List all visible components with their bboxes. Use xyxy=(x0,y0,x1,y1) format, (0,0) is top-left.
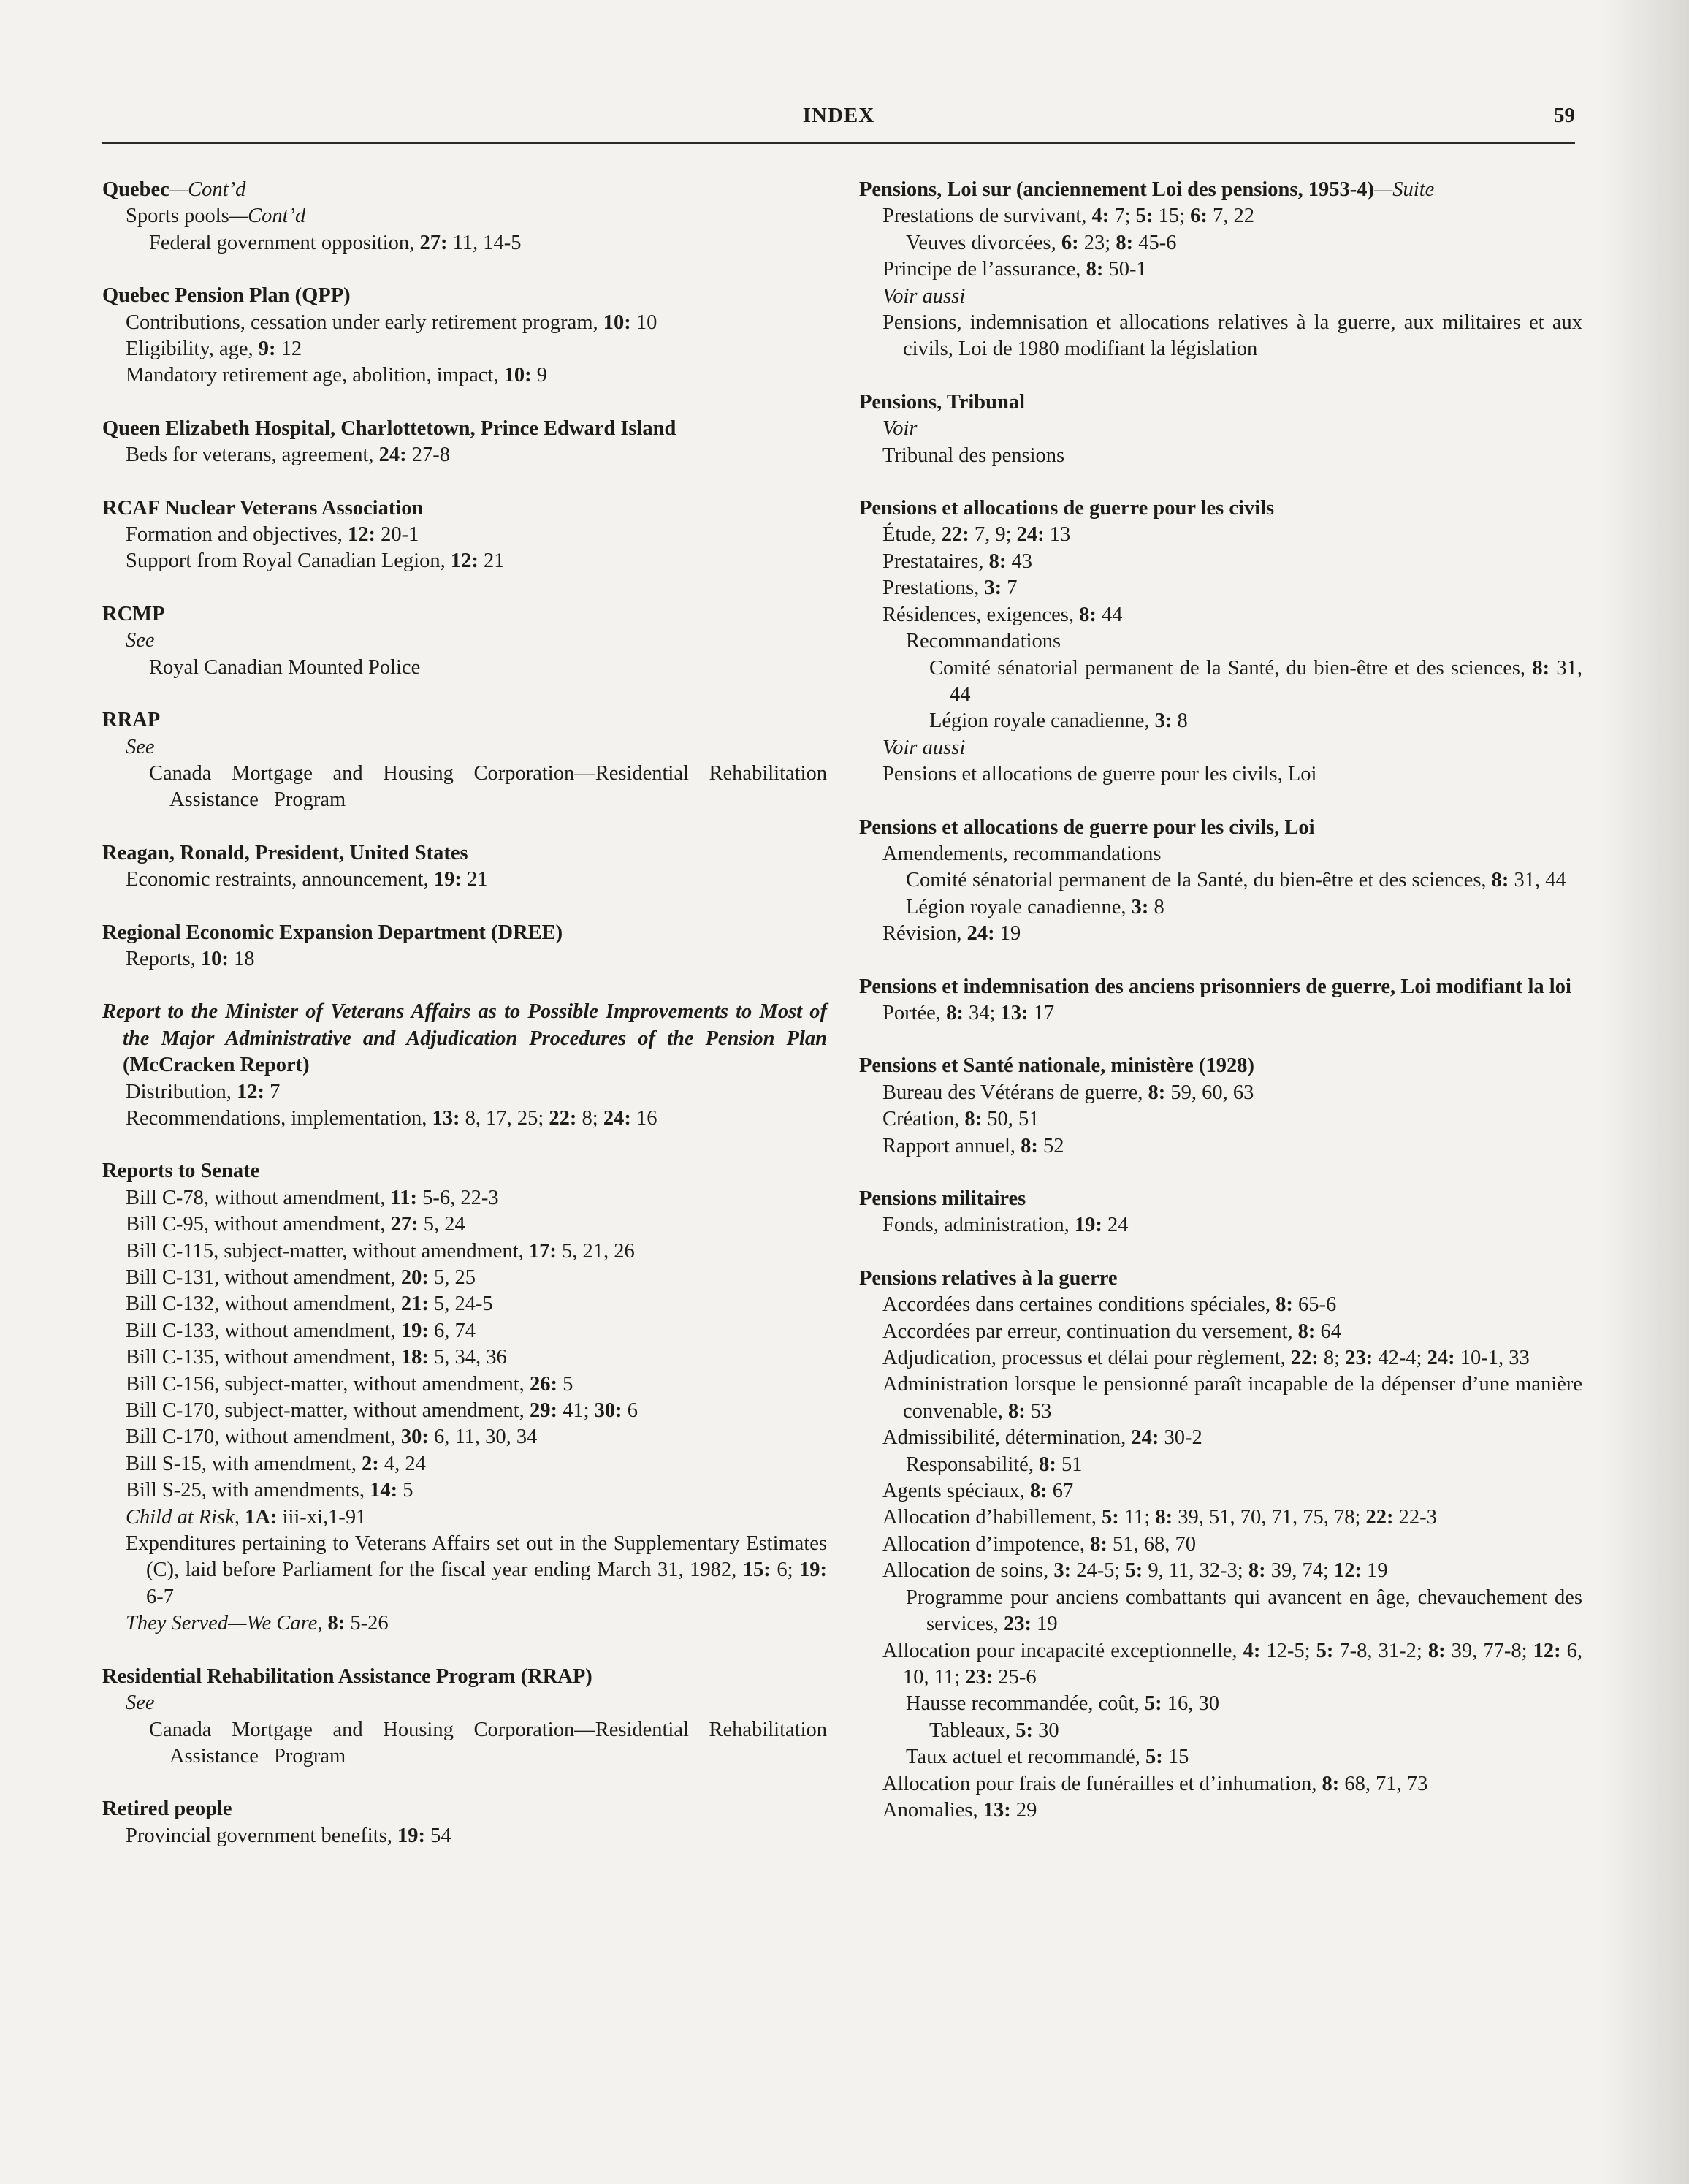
subentry: Child at Risk, 1A: iii-xi,1-91 xyxy=(126,1505,367,1529)
index-entry-residential-rehabilitation xyxy=(102,1664,827,1770)
subentry: Bill C-170, without amendment, 30: 6, 11, 30, 34 xyxy=(126,1426,538,1449)
subentry: Bill C-95, without amendment, 27: 5, 24 xyxy=(126,1213,465,1236)
cross-reference: Royal Canadian Mounted Police xyxy=(149,655,421,679)
entry-heading: Reagan, Ronald, President, United States xyxy=(102,841,468,864)
index-entry-mccracken-report xyxy=(102,999,827,1132)
entry-heading: RRAP xyxy=(102,709,161,732)
entry-heading: Pensions et Santé nationale, ministère (1928) xyxy=(859,1054,1254,1078)
continued-label: —Cont’d xyxy=(229,205,306,228)
cross-reference: Canada Mortgage and Housing Corporation—Residential Rehabilitation Assistance Program xyxy=(149,761,827,812)
subentry: Prestations de survivant, 4: 7; 5: 15; 6: 7, 22 xyxy=(882,205,1255,228)
page-number: 59 xyxy=(1554,104,1575,127)
entry-heading: Reports to Senate xyxy=(102,1160,260,1183)
subentry: Hausse recommandée, coût, 5: 16, 30 xyxy=(906,1692,1219,1716)
subentry: Allocation de soins, 3: 24-5; 5: 9, 11, 32-3; 8: 39, 74; 12: 19 xyxy=(882,1559,1388,1583)
index-entry-queen-elizabeth-hospital xyxy=(102,416,827,469)
continued-label: —Cont’d xyxy=(169,178,246,201)
subentry: Accordées par erreur, continuation du versement, 8: 64 xyxy=(882,1320,1341,1343)
subentry: Bill C-135, without amendment, 18: 5, 34, 36 xyxy=(126,1346,507,1369)
entry-heading: Quebec xyxy=(102,178,169,201)
index-entry-civils-loi xyxy=(859,815,1582,948)
continued-label: —Suite xyxy=(1373,178,1435,201)
index-entry-civils xyxy=(859,495,1582,788)
subentry: Economic restraints, announcement, 19: 21 xyxy=(126,868,488,891)
entry-heading: Pensions militaires xyxy=(859,1187,1026,1210)
subentry: Mandatory retirement age, abolition, impact, 10: 9 xyxy=(126,364,547,387)
subentry: Administration lorsque le pensionné paraît incapable de la dépenser d’une manière convenable, 8: 53 xyxy=(882,1373,1582,1423)
index-entry-tribunal xyxy=(859,389,1582,469)
index-entry-rcaf xyxy=(102,495,827,575)
subentry: Étude, 22: 7, 9; 24: 13 xyxy=(882,523,1071,547)
subentry: Résidences, exigences, 8: 44 xyxy=(882,603,1123,626)
subentry: Principe de l’assurance, 8: 50-1 xyxy=(882,258,1147,281)
subentry: Distribution, 12: 7 xyxy=(126,1080,281,1103)
subentry: Bill C-132, without amendment, 21: 5, 24-5 xyxy=(126,1293,493,1316)
subentry: Anomalies, 13: 29 xyxy=(882,1798,1037,1822)
see-also-label: Voir aussi xyxy=(882,736,966,759)
entry-heading: Pensions, Loi sur (anciennement Loi des pensions, 1953-4) xyxy=(859,178,1374,201)
see-label: See xyxy=(126,735,155,758)
entry-heading: Queen Elizabeth Hospital, Charlottetown, Prince Edward Island xyxy=(102,416,676,440)
index-entry-sante-nationale xyxy=(859,1053,1582,1160)
subentry: Révision, 24: 19 xyxy=(882,922,1021,945)
see-label: Voir xyxy=(882,417,918,441)
subentry: Formation and objectives, 12: 20-1 xyxy=(126,523,419,547)
subentry: Comité sénatorial permanent de la Santé, du bien-être et des sciences, 8: 31, 44 xyxy=(906,869,1566,892)
left-column xyxy=(102,177,827,1876)
cross-reference: Pensions, indemnisation et allocations relatives à la guerre, aux militaires et aux civils, Loi de 1980 modifiant la législation xyxy=(882,311,1582,361)
subentry: Agents spéciaux, 8: 67 xyxy=(882,1480,1074,1503)
index-entry-quebec xyxy=(102,177,827,256)
subentry: Programme pour anciens combattants qui avancent en âge, chevauchement des services, 23: 19 xyxy=(906,1586,1582,1636)
see-label: See xyxy=(126,629,155,652)
subentry: Allocation d’habillement, 5: 11; 8: 39, 51, 70, 71, 75, 78; 22: 22-3 xyxy=(882,1506,1437,1529)
right-column xyxy=(859,177,1582,1850)
entry-heading: Pensions et allocations de guerre pour les civils, Loi xyxy=(859,815,1315,839)
entry-heading: RCAF Nuclear Veterans Association xyxy=(102,496,424,520)
subentry: Admissibilité, détermination, 24: 30-2 xyxy=(882,1426,1202,1450)
subentry: Bill C-131, without amendment, 20: 5, 25 xyxy=(126,1266,476,1289)
subentry: Bill S-15, with amendment, 2: 4, 24 xyxy=(126,1452,426,1475)
subentry: Allocation pour incapacité exceptionnelle, 4: 12-5; 5: 7-8, 31-2; 8: 39, 77-8; 12: 6, 10, 11; 23: 25-6 xyxy=(882,1639,1582,1689)
entry-heading: Report to the Minister of Veterans Affairs as to Possible Improvements to Most of the Major Administrative and Adjudication Procedures of the Pension Plan (McCracken Report) xyxy=(102,1000,827,1077)
entry-heading: Quebec Pension Plan (QPP) xyxy=(102,284,351,308)
subentry: Légion royale canadienne, 3: 8 xyxy=(906,895,1164,918)
subentry: Allocation d’impotence, 8: 51, 68, 70 xyxy=(882,1532,1196,1556)
subentry: Portée, 8: 34; 13: 17 xyxy=(882,1001,1055,1024)
index-entry-prisonniers xyxy=(859,974,1582,1027)
entry-heading: Pensions et indemnisation des anciens prisonniers de guerre, Loi modifiant la loi xyxy=(859,975,1571,998)
subentry: Veuves divorcées, 6: 23; 8: 45-6 xyxy=(906,231,1177,254)
page-edge-shadow xyxy=(1601,0,1689,2184)
subentry: Taux actuel et recommandé, 5: 15 xyxy=(906,1746,1189,1769)
cross-reference: Tribunal des pensions xyxy=(882,444,1065,467)
subentry: Bill C-78, without amendment, 11: 5-6, 22-3 xyxy=(126,1186,499,1209)
subentry: Provincial government benefits, 19: 54 xyxy=(126,1824,451,1847)
subentry: Adjudication, processus et délai pour règlement, 22: 8; 23: 42-4; 24: 10-1, 33 xyxy=(882,1347,1530,1370)
page-title: INDEX xyxy=(802,104,875,127)
cross-reference: Pensions et allocations de guerre pour les civils, Loi xyxy=(882,763,1317,786)
subentry: Bill C-133, without amendment, 19: 6, 74 xyxy=(126,1319,476,1342)
entry-heading: Residential Rehabilitation Assistance Program (RRAP) xyxy=(102,1664,592,1688)
index-entry-rcmp xyxy=(102,601,827,681)
see-also-label: Voir aussi xyxy=(882,284,966,308)
subentry: Bill C-156, subject-matter, without amendment, 26: 5 xyxy=(126,1372,573,1396)
subentry: Bureau des Vétérans de guerre, 8: 59, 60, 63 xyxy=(882,1081,1254,1104)
subentry: Bill C-115, subject-matter, without amendment, 17: 5, 21, 26 xyxy=(126,1239,635,1263)
subentry: Beds for veterans, agreement, 24: 27-8 xyxy=(126,444,450,467)
index-entry-retired-people xyxy=(102,1796,827,1849)
subentry: Allocation pour frais de funérailles et d’inhumation, 8: 68, 71, 73 xyxy=(882,1772,1428,1795)
subentry: Comité sénatorial permanent de la Santé, du bien-être et des sciences, 8: 31, 44 xyxy=(929,656,1582,706)
index-entry-pensions-guerre xyxy=(859,1266,1582,1825)
index-entry-pensions-militaires xyxy=(859,1186,1582,1239)
subentry-label: Sports pools xyxy=(126,205,229,228)
entry-heading: Pensions et allocations de guerre pour les civils xyxy=(859,497,1275,520)
subentry: Reports, 10: 18 xyxy=(126,947,255,970)
subentry: Création, 8: 50, 51 xyxy=(882,1108,1040,1131)
subentry: Federal government opposition, 27: 11, 14-5 xyxy=(149,231,522,254)
subentry: Rapport annuel, 8: 52 xyxy=(882,1134,1064,1157)
subentry-label: Recommandations xyxy=(906,630,1061,653)
entry-heading: Pensions, Tribunal xyxy=(859,390,1026,414)
entry-heading: RCMP xyxy=(102,602,165,625)
subentry: Eligibility, age, 9: 12 xyxy=(126,338,302,361)
entry-heading: Retired people xyxy=(102,1797,232,1821)
subentry: Recommendations, implementation, 13: 8, 17, 25; 22: 8; 24: 16 xyxy=(126,1106,657,1130)
entry-heading: Regional Economic Expansion Department (DREE) xyxy=(102,921,563,944)
see-label: See xyxy=(126,1692,155,1715)
cross-reference: Canada Mortgage and Housing Corporation—Residential Rehabilitation Assistance Program xyxy=(149,1718,827,1768)
subentry: Prestations, 3: 7 xyxy=(882,577,1018,600)
subentry: Légion royale canadienne, 3: 8 xyxy=(929,709,1188,733)
entry-heading: Pensions relatives à la guerre xyxy=(859,1266,1118,1290)
index-entry-rrap xyxy=(102,707,827,814)
subentry: They Served—We Care, 8: 5-26 xyxy=(126,1612,389,1635)
index-entry-loi-pensions xyxy=(859,177,1582,363)
subentry: Expenditures pertaining to Veterans Affairs set out in the Supplementary Estimates (C), laid before Parliament for the fiscal year ending March 31, 1982, 15: 6; 19: 6-7 xyxy=(126,1532,827,1608)
page-header xyxy=(102,98,1575,144)
subentry: Tableaux, 5: 30 xyxy=(929,1719,1059,1742)
subentry: Accordées dans certaines conditions spéciales, 8: 65-6 xyxy=(882,1293,1337,1317)
subentry: Bill S-25, with amendments, 14: 5 xyxy=(126,1479,413,1502)
index-entry-dree xyxy=(102,920,827,973)
index-entry-reports-to-senate xyxy=(102,1158,827,1637)
subentry: Contributions, cessation under early retirement program, 10: 10 xyxy=(126,311,657,334)
subentry: Support from Royal Canadian Legion, 12: 21 xyxy=(126,549,505,573)
subentry: Bill C-170, subject-matter, without amendment, 29: 41; 30: 6 xyxy=(126,1399,638,1423)
subentry: Fonds, administration, 19: 24 xyxy=(882,1214,1129,1237)
subentry: Prestataires, 8: 43 xyxy=(882,549,1032,573)
subentry: Responsabilité, 8: 51 xyxy=(906,1453,1083,1476)
index-entry-reagan xyxy=(102,840,827,894)
subentry-label: Amendements, recommandations xyxy=(882,842,1162,865)
index-entry-qpp xyxy=(102,283,827,389)
